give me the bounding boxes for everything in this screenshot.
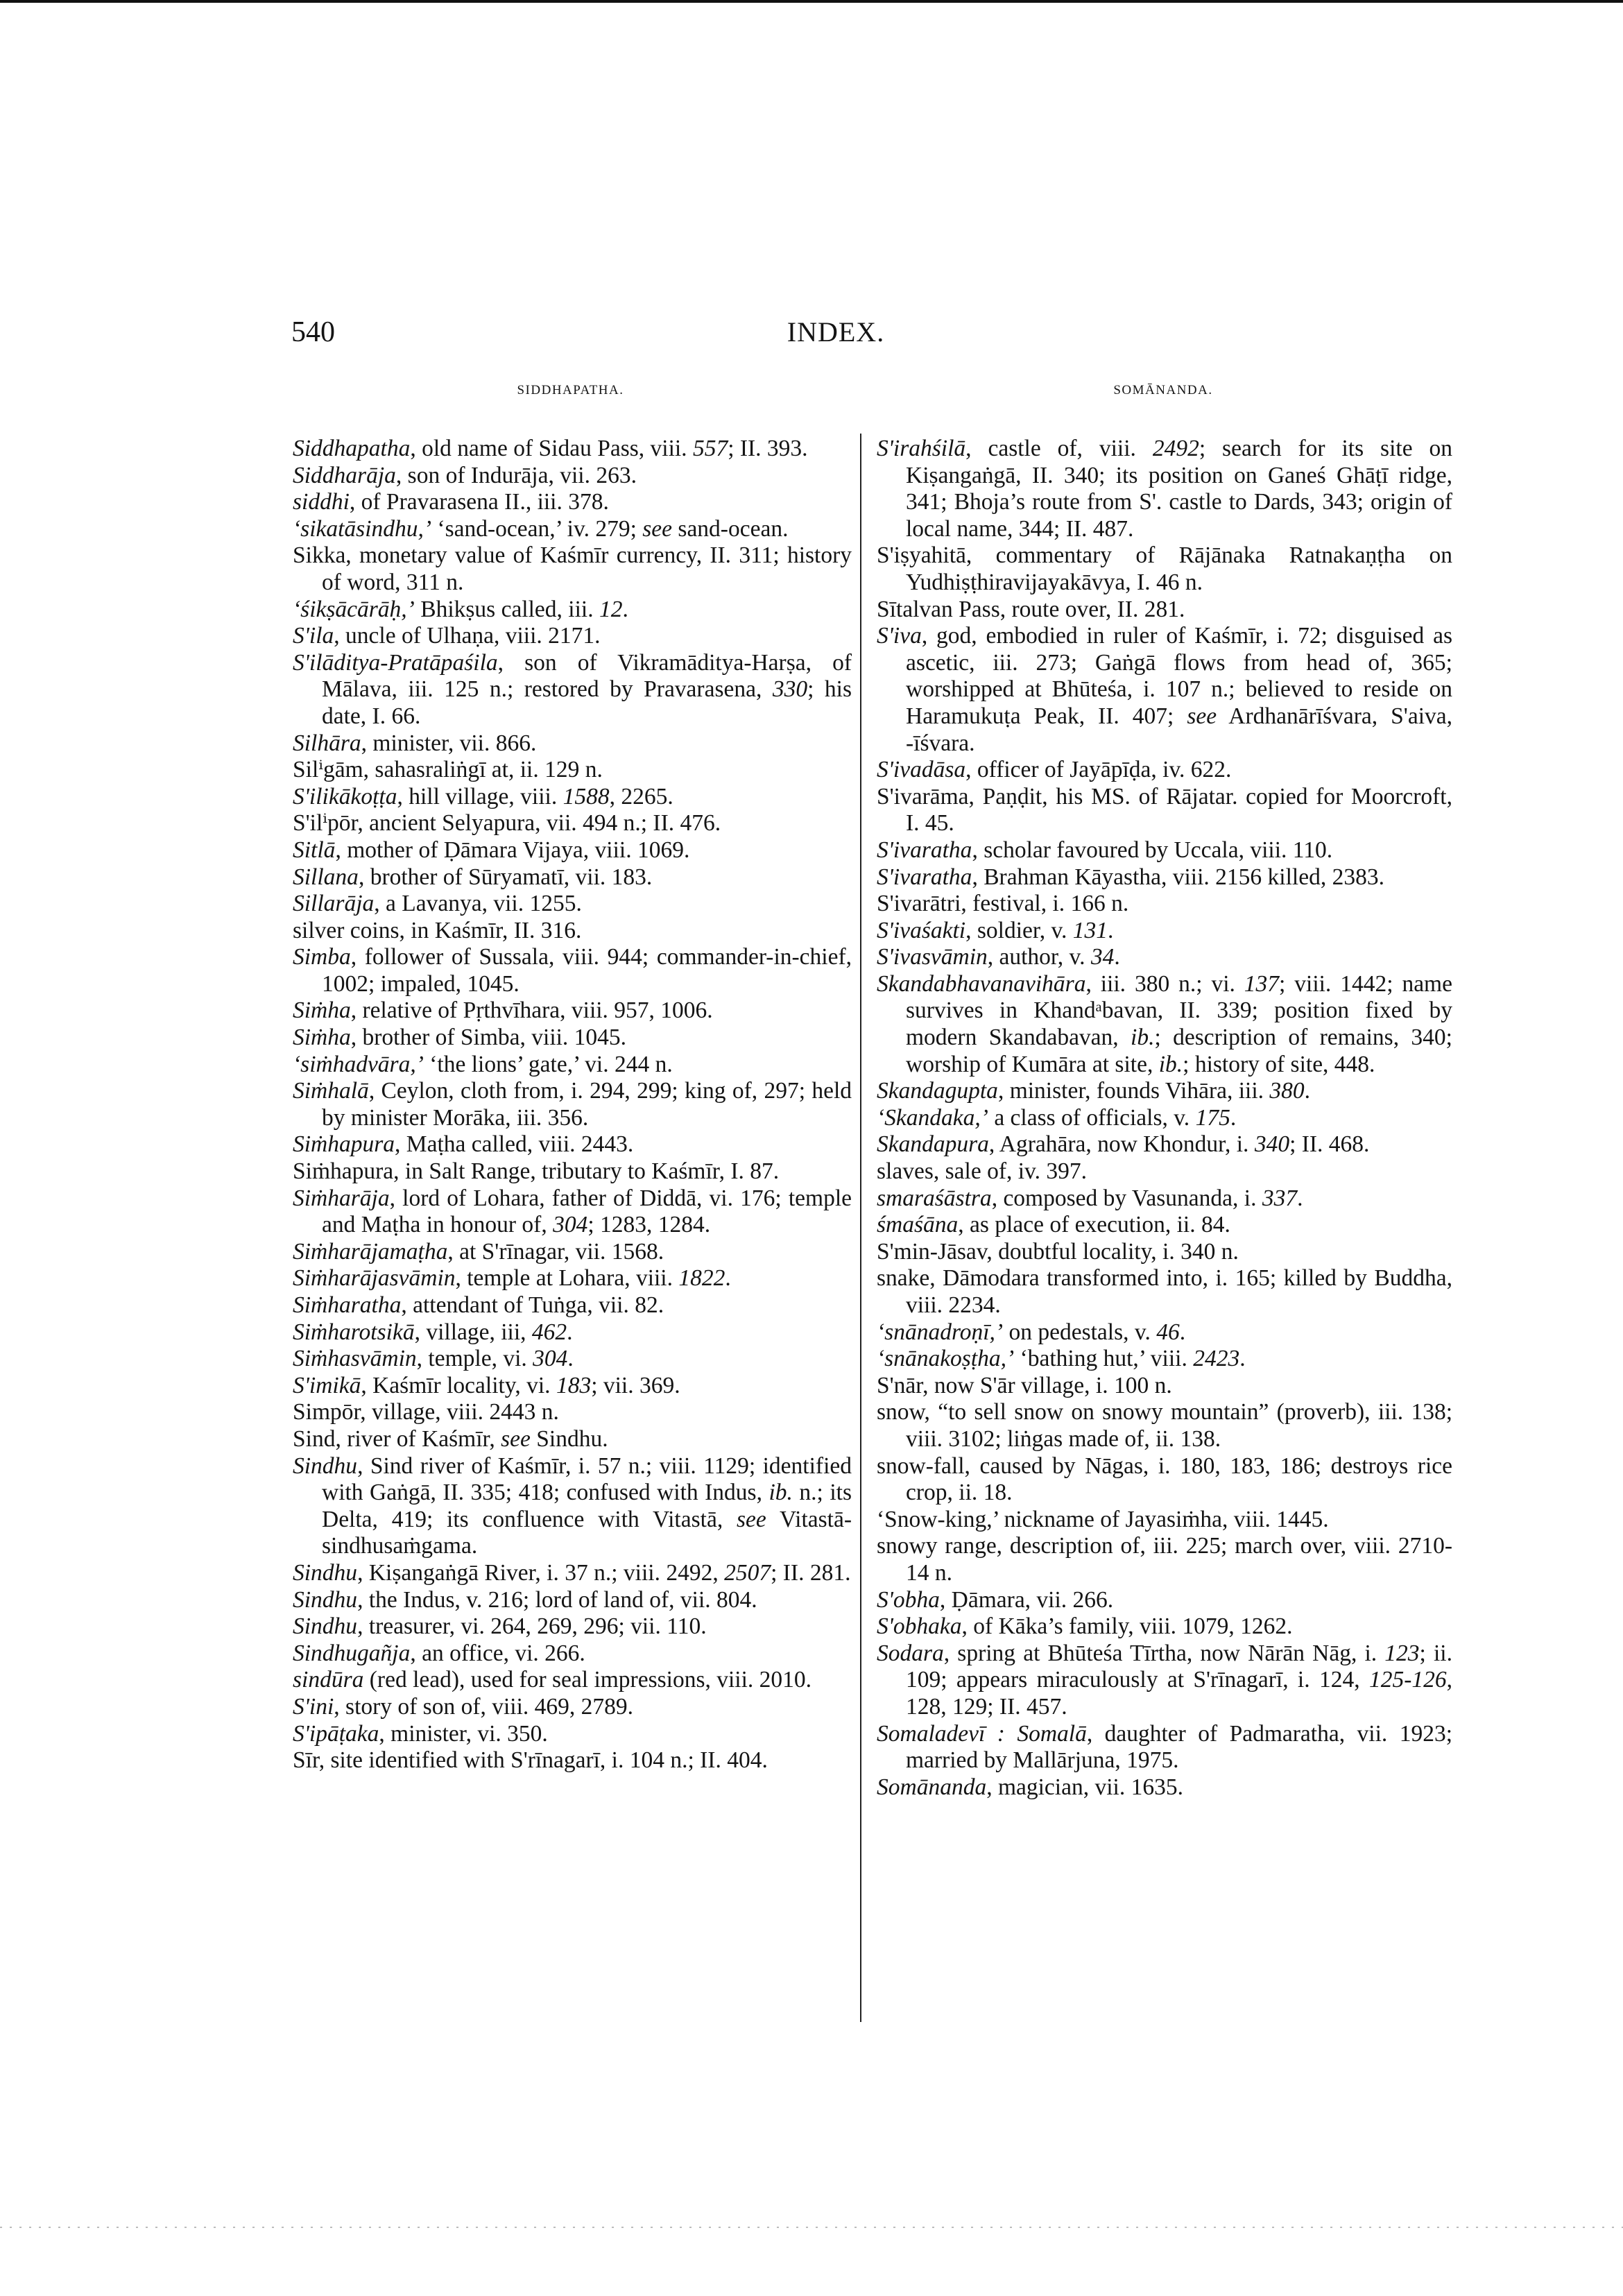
index-entry xyxy=(877,1158,1452,1185)
entry-text: , attendant of Tuṅga, vii. 82. xyxy=(401,1292,664,1318)
entry-text-italic: 2423 xyxy=(1193,1346,1240,1372)
entry-text: (red lead), used for seal impressions, viii. 2010. xyxy=(363,1667,812,1693)
entry-text: silver coins, in Kaśmīr, II. 316. xyxy=(293,917,582,943)
entry-text-italic: Siṁharājamaṭha xyxy=(293,1238,448,1265)
entry-text-italic: see xyxy=(1187,703,1217,729)
index-entry xyxy=(293,997,852,1025)
index-entry xyxy=(293,1158,852,1185)
entry-text-italic: 2507 xyxy=(724,1559,771,1586)
entry-text: , treasurer, vi. 264, 269, 296; vii. 110. xyxy=(357,1613,707,1640)
entry-text-italic: ib. xyxy=(768,1480,793,1506)
index-entry xyxy=(877,1721,1452,1774)
entry-text: . xyxy=(567,1346,574,1372)
entry-text-italic: S'obha xyxy=(877,1586,940,1613)
entry-text-italic: 46 xyxy=(1156,1319,1180,1345)
entry-text: , son of Indurāja, vii. 263. xyxy=(395,462,637,488)
index-entry xyxy=(293,1640,852,1668)
index-entry xyxy=(877,1078,1452,1105)
index-entry xyxy=(877,597,1452,624)
entry-text-italic: S'ipāṭaka xyxy=(293,1720,379,1747)
entry-text-italic: Siṁhalā xyxy=(293,1078,369,1104)
index-entry xyxy=(877,623,1452,757)
entry-text-italic: 304 xyxy=(533,1346,568,1372)
entry-text-italic: Sitlā xyxy=(293,837,336,863)
entry-text-italic: 462 xyxy=(531,1319,567,1345)
entry-text: , spring at Bhūteśa Tīrtha, now Nārān Nāg, i. xyxy=(943,1640,1385,1666)
entry-text-italic: 340 xyxy=(1254,1131,1290,1158)
entry-text-italic: ‘siṁhadvāra,’ xyxy=(293,1051,424,1077)
entry-text: , at S'rīnagar, vii. 1568. xyxy=(447,1238,664,1265)
entry-text-italic: S'obhaka xyxy=(877,1613,962,1640)
entry-text: , Maṭha called, viii. 2443. xyxy=(395,1131,634,1158)
entry-text-italic: Siṁha xyxy=(293,1025,351,1051)
entry-text: . xyxy=(1114,944,1120,970)
entry-text: , minister, founds Vihāra, iii. xyxy=(997,1078,1270,1104)
entry-text: snake, Dāmodara transformed into, i. 165; killed by Buddha, viii. 2234. xyxy=(877,1265,1452,1318)
index-entry xyxy=(877,1319,1452,1346)
index-entry xyxy=(293,1587,852,1614)
entry-text-italic: ib. xyxy=(1131,1025,1155,1051)
entry-text-italic: S'irahśilā xyxy=(877,436,966,461)
index-entry xyxy=(293,944,852,997)
entry-text-italic: 330 xyxy=(772,676,808,703)
index-entry xyxy=(877,1613,1452,1640)
entry-text-italic: 1588 xyxy=(563,783,610,809)
index-entry xyxy=(293,837,852,864)
entry-text-italic: 557 xyxy=(692,436,728,461)
entry-text: . xyxy=(1179,1319,1186,1345)
entry-text: . xyxy=(1230,1104,1237,1131)
entry-text: , hill village, viii. xyxy=(397,783,563,809)
entry-text: , minister, vii. 866. xyxy=(361,730,537,756)
index-entry xyxy=(293,1373,852,1400)
entry-text-italic: Silhāra xyxy=(293,730,361,756)
entry-text: . xyxy=(567,1319,573,1345)
index-entry xyxy=(293,1560,852,1587)
entry-text-italic: Sindhu xyxy=(293,1613,358,1640)
entry-text-italic: 34 xyxy=(1090,944,1115,970)
index-entry xyxy=(877,864,1452,891)
entry-text-italic: Skandapura xyxy=(877,1131,989,1158)
entry-text-italic: see xyxy=(737,1506,766,1532)
index-entry xyxy=(293,1239,852,1266)
entry-text-italic: 123 xyxy=(1384,1640,1420,1666)
entry-text: S'min-Jāsav, doubtful locality, i. 340 n. xyxy=(877,1238,1239,1265)
entry-text: , Ḍāmara, vii. 266. xyxy=(939,1586,1114,1613)
index-entry xyxy=(877,837,1452,864)
entry-text-italic: 137 xyxy=(1244,970,1280,997)
entry-text: ; search for its site on Kiṣangaṅgā, II. 340; its position on Ganeś Ghāṭī ridge, 341; Bhoja’s route from S'. castle to Dards, 343; origin of local name, 344; II. 487. xyxy=(906,436,1452,542)
entry-text-italic: 380 xyxy=(1269,1078,1305,1104)
index-entry xyxy=(293,542,852,596)
entry-text: , composed by Vasunanda, i. xyxy=(991,1185,1262,1211)
entry-text-italic: Somaladevī : Somalā xyxy=(877,1720,1087,1747)
entry-text: , magician, vii. 1635. xyxy=(986,1774,1183,1800)
entry-text: Sikka, monetary value of Kaśmīr currency, II. 311; history of word, 311 n. xyxy=(293,542,852,595)
entry-text-italic: ‘sikatāsindhu,’ xyxy=(293,515,432,542)
index-entry xyxy=(877,944,1452,971)
entry-text-italic: see xyxy=(642,515,673,542)
index-entry xyxy=(293,489,852,516)
entry-text-italic: 131 xyxy=(1072,917,1108,943)
entry-text: , old name of Sidau Pass, viii. xyxy=(410,436,693,461)
index-column-right xyxy=(877,436,1452,1801)
index-entry xyxy=(877,1185,1452,1213)
entry-text: ‘the lions’ gate,’ vi. 244 n. xyxy=(423,1051,673,1077)
entry-text-italic: Siṁhasvāmin xyxy=(293,1346,417,1372)
entry-text-italic: Skandabhavanavihāra xyxy=(877,970,1086,997)
index-entry xyxy=(293,918,852,945)
entry-text: , minister, vi. 350. xyxy=(379,1720,548,1747)
entry-text-italic: Somānanda xyxy=(877,1774,987,1800)
entry-text: , Agrahāra, now Khondur, i. xyxy=(988,1131,1255,1158)
index-entry xyxy=(877,1265,1452,1319)
entry-text: , scholar favoured by Uccala, viii. 110. xyxy=(972,837,1333,863)
entry-text: . xyxy=(1304,1078,1311,1104)
index-entry xyxy=(293,1613,852,1640)
entry-text-italic: Siṁharāja xyxy=(293,1185,390,1211)
entry-text-italic: Simba xyxy=(293,944,351,970)
entry-text: , Kaśmīr locality, vi. xyxy=(361,1372,556,1398)
index-entry xyxy=(877,1640,1452,1721)
entry-text-italic: S'ivaratha xyxy=(877,837,972,863)
running-head-left: SIDDHAPATHA. xyxy=(517,383,624,397)
entry-text: , village, iii, xyxy=(414,1319,532,1345)
index-entry xyxy=(293,650,852,730)
entry-text: , lord of Lohara, father of Diddā, vi. 176; temple and Maṭha in honour of, xyxy=(322,1185,852,1238)
page-number: 540 xyxy=(291,316,335,348)
index-entry xyxy=(877,1774,1452,1801)
entry-text: ; II. 393. xyxy=(728,436,808,461)
index-entry xyxy=(293,1025,852,1052)
entry-text-italic: 175 xyxy=(1195,1104,1230,1131)
entry-text-italic: siddhi xyxy=(293,489,350,515)
entry-text: S'ivarāma, Paṇḍit, his MS. of Rājatar. copied for Moorcroft, I. 45. xyxy=(877,783,1452,837)
entry-text: , as place of execution, ii. 84. xyxy=(958,1212,1230,1238)
entry-text: , mother of Ḍāmara Vijaya, viii. 1069. xyxy=(335,837,690,863)
entry-text: ; 1283, 1284. xyxy=(587,1212,711,1238)
entry-text: Bhikṣus called, iii. xyxy=(414,596,599,622)
entry-text: , temple at Lohara, viii. xyxy=(455,1265,679,1292)
index-entry xyxy=(877,1212,1452,1239)
entry-text: , uncle of Ulhaṇa, viii. 2171. xyxy=(334,623,601,649)
entry-text-italic: ‘snānakoṣṭha,’ xyxy=(877,1346,1015,1372)
entry-text: a class of officials, v. xyxy=(988,1104,1196,1131)
entry-text-italic: Siṁha xyxy=(293,997,351,1024)
entry-text: . xyxy=(1297,1185,1303,1211)
index-entry xyxy=(293,1185,852,1239)
entry-text: , Sind river of Kaśmīr, i. 57 n.; viii. 1129; identified with Gaṅgā, II. 335; 418; confused with Indus, xyxy=(322,1453,852,1506)
entry-text-italic: Siṁharotsikā xyxy=(293,1319,415,1345)
entry-text: . xyxy=(1239,1346,1246,1372)
index-column-left xyxy=(293,436,852,1774)
entry-text: , soldier, v. xyxy=(965,917,1073,943)
entry-text-italic: ib. xyxy=(1158,1051,1183,1077)
entry-text: snow, “to sell snow on snowy mountain” (proverb), iii. 138; viii. 3102; liṅgas made of, ii. 138. xyxy=(877,1399,1452,1452)
scan-noise xyxy=(0,2227,1623,2228)
entry-text: , temple, vi. xyxy=(416,1346,533,1372)
entry-text: Siṁhapura, in Salt Range, tributary to Kaśmīr, I. 87. xyxy=(293,1158,780,1185)
entry-text: S'ivarātri, festival, i. 166 n. xyxy=(877,891,1129,917)
entry-text-italic: Sindhu xyxy=(293,1453,358,1479)
index-entry xyxy=(877,784,1452,837)
entry-text-italic: S'ivaśakti xyxy=(877,917,966,943)
entry-text-italic: Siṁharājasvāmin xyxy=(293,1265,456,1292)
entry-text-italic: Sillana xyxy=(293,864,359,890)
entry-text: ; viii. 1442; name survives in Khandᵃbavan, II. 339; position fixed by modern Skandabavan, xyxy=(906,970,1452,1051)
index-entry xyxy=(293,1694,852,1721)
entry-text-italic: 183 xyxy=(556,1372,592,1398)
entry-text-italic: S'ivasvāmin xyxy=(877,944,988,970)
index-entry xyxy=(293,623,852,650)
entry-text: , castle of, viii. xyxy=(965,436,1153,461)
entry-text-italic: Skandagupta xyxy=(877,1078,998,1104)
index-entry xyxy=(877,542,1452,596)
index-entry xyxy=(877,1587,1452,1614)
index-entry xyxy=(293,810,852,837)
entry-text-italic: Sindhu xyxy=(293,1586,358,1613)
entry-text: snow-fall, caused by Nāgas, i. 180, 183, 186; destroys rice crop, ii. 18. xyxy=(877,1453,1452,1506)
entry-text: S'iṣyahitā, commentary of Rājānaka Ratnakaṇṭha on Yudhiṣṭhiravijayakāvya, I. 46 n. xyxy=(877,542,1452,595)
index-entry xyxy=(293,1052,852,1079)
column-divider xyxy=(860,434,861,2022)
entry-text: . xyxy=(1108,917,1114,943)
index-entry xyxy=(877,971,1452,1078)
index-entry xyxy=(877,436,1452,542)
entry-text: , daughter of Padmaratha, vii. 1923; married by Mallārjuna, 1975. xyxy=(906,1720,1453,1774)
entry-text-italic: 125-126 xyxy=(1368,1667,1447,1693)
index-entry xyxy=(877,1105,1452,1132)
index-entry xyxy=(293,891,852,918)
entry-text: Simpōr, village, viii. 2443 n. xyxy=(293,1399,559,1425)
entry-text: ; description of remains, 340; worship of Kumāra at site, xyxy=(906,1025,1452,1077)
entry-text: , a Lavanya, vii. 1255. xyxy=(374,891,582,917)
entry-text: , 2265. xyxy=(609,783,673,809)
entry-text: , of Kāka’s family, viii. 1079, 1262. xyxy=(961,1613,1293,1640)
entry-text: , Kiṣangaṅgā River, i. 37 n.; viii. 2492, xyxy=(357,1559,725,1586)
entry-text-italic: S'ini xyxy=(293,1693,334,1720)
running-head-right: SOMĀNANDA. xyxy=(1113,383,1213,397)
index-entry xyxy=(293,1667,852,1694)
entry-text: ; II. 468. xyxy=(1289,1131,1370,1158)
index-entry xyxy=(877,1239,1452,1266)
entry-text: . xyxy=(622,596,628,622)
entry-text-italic: S'ilikākoṭṭa xyxy=(293,783,397,809)
index-entry xyxy=(877,1453,1452,1507)
index-entry xyxy=(293,1426,852,1453)
entry-text: ‘bathing hut,’ viii. xyxy=(1014,1346,1194,1372)
entry-text: on pedestals, v. xyxy=(1003,1319,1157,1345)
entry-text: ; vii. 369. xyxy=(591,1372,680,1398)
index-entry xyxy=(293,463,852,490)
entry-text: , iii. 380 n.; vi. xyxy=(1085,970,1244,997)
index-entry xyxy=(293,864,852,891)
index-entry xyxy=(293,516,852,543)
entry-text: Ardhanārīśvara, S'aiva, -īśvara. xyxy=(906,703,1453,756)
index-entry xyxy=(293,1078,852,1131)
index-entry xyxy=(877,1131,1452,1158)
entry-text: , son of Vikramāditya-Harṣa, of Mālava, iii. 125 n.; restored by Pravarasena, xyxy=(322,649,852,703)
entry-text-italic: Siṁharatha xyxy=(293,1292,402,1318)
page-title: INDEX. xyxy=(787,316,885,348)
entry-text: . xyxy=(725,1265,731,1292)
entry-text: Vitastā-sindhusaṁgama. xyxy=(322,1506,852,1559)
index-entry xyxy=(877,918,1452,945)
entry-text: ; II. 281. xyxy=(771,1559,851,1586)
index-entry xyxy=(293,1265,852,1292)
entry-text-italic: S'ila xyxy=(293,623,334,649)
entry-text-italic: see xyxy=(501,1425,531,1452)
entry-text-italic: S'ilāditya-Pratāpaśila xyxy=(293,649,498,676)
index-entry xyxy=(877,757,1452,784)
entry-text-italic: 1822 xyxy=(678,1265,725,1292)
index-entry xyxy=(293,1131,852,1158)
entry-text: ‘Snow-king,’ nickname of Jayasiṁha, viii. 1445. xyxy=(877,1506,1329,1532)
entry-text: ; history of site, 448. xyxy=(1183,1051,1375,1077)
entry-text: , an office, vi. 266. xyxy=(410,1640,585,1666)
entry-text: sand-ocean. xyxy=(672,515,789,542)
entry-text: , 128, 129; II. 457. xyxy=(906,1667,1452,1720)
entry-text-italic: Sillarāja xyxy=(293,891,375,917)
entry-text-italic: S'ivaratha xyxy=(877,864,972,890)
index-entry xyxy=(293,1319,852,1346)
entry-text-italic: Siddhapatha xyxy=(293,436,411,461)
entry-text: , brother of Simba, viii. 1045. xyxy=(350,1025,627,1051)
index-entry xyxy=(293,757,852,784)
entry-text: ‘sand-ocean,’ iv. 279; xyxy=(431,515,643,542)
entry-text-italic: ‘śikṣācārāḥ,’ xyxy=(293,596,415,622)
index-entry xyxy=(293,597,852,624)
entry-text-italic: S'ivadāsa xyxy=(877,757,966,783)
entry-text-italic: śmaśāna xyxy=(877,1212,959,1238)
entry-text: n.; its Delta, 419; its confluence with Vitastā, xyxy=(322,1480,852,1532)
entry-text: , officer of Jayāpīḍa, iv. 622. xyxy=(965,757,1232,783)
entry-text-italic: 337 xyxy=(1262,1185,1298,1211)
entry-text: S'ilⁱpōr, ancient Selyapura, vii. 494 n.; II. 476. xyxy=(293,810,721,837)
index-entry xyxy=(293,1747,852,1774)
index-entry xyxy=(293,1453,852,1560)
entry-text: , Brahman Kāyastha, viii. 2156 killed, 2383. xyxy=(972,864,1384,890)
entry-text-italic: Siṁhapura xyxy=(293,1131,395,1158)
entry-text: Sīr, site identified with S'rīnagarī, i. 104 n.; II. 404. xyxy=(293,1747,768,1774)
entry-text-italic: Sindhugañja xyxy=(293,1640,411,1666)
entry-text-italic: 12 xyxy=(599,596,623,622)
entry-text-italic: Siddharāja xyxy=(293,462,396,488)
entry-text: , of Pravarasena II., iii. 378. xyxy=(349,489,609,515)
entry-text: , brother of Sūryamatī, vii. 183. xyxy=(358,864,653,890)
index-entry xyxy=(877,1533,1452,1586)
entry-text: Sind, river of Kaśmīr, xyxy=(293,1425,501,1452)
entry-text: Silⁱgām, sahasraliṅgī at, ii. 129 n. xyxy=(293,757,603,783)
entry-text: , story of son of, viii. 469, 2789. xyxy=(334,1693,634,1720)
index-entry xyxy=(293,784,852,811)
entry-text: , god, embodied in ruler of Kaśmīr, i. 72; disguised as ascetic, iii. 273; Gaṅgā flows from head of, 365; worshipped at Bhūteśa, i. 107 n.; believed to reside on Haramukuṭa Peak, II. 407; xyxy=(906,623,1452,729)
entry-text-italic: 304 xyxy=(553,1212,588,1238)
index-entry xyxy=(293,730,852,757)
scan-edge xyxy=(0,0,1623,3)
index-entry xyxy=(877,1346,1452,1373)
index-entry xyxy=(877,1507,1452,1534)
index-entry xyxy=(877,891,1452,918)
entry-text-italic: ‘snānadroṇī,’ xyxy=(877,1319,1004,1345)
entry-text: , relative of Pṛthvīhara, viii. 957, 1006. xyxy=(350,997,713,1024)
entry-text: S'nār, now S'ār village, i. 100 n. xyxy=(877,1372,1172,1398)
entry-text: , Ceylon, cloth from, i. 294, 299; king of, 297; held by minister Morāka, iii. 356. xyxy=(322,1078,852,1131)
index-entry xyxy=(877,1373,1452,1400)
index-entry xyxy=(293,1346,852,1373)
entry-text-italic: Sindhu xyxy=(293,1559,358,1586)
entry-text-italic: smaraśāstra xyxy=(877,1185,992,1211)
index-entry xyxy=(293,1399,852,1426)
entry-text: , follower of Sussala, viii. 944; commander-in-chief, 1002; impaled, 1045. xyxy=(322,944,852,997)
entry-text: ; his date, I. 66. xyxy=(322,676,852,729)
entry-text: , the Indus, v. 216; lord of land of, vii. 804. xyxy=(357,1586,757,1613)
index-entry xyxy=(293,1292,852,1319)
index-entry xyxy=(293,436,852,463)
entry-text: ; ii. 109; appears miraculously at S'rīnagarī, i. 124, xyxy=(906,1640,1452,1693)
entry-text-italic: sindūra xyxy=(293,1667,364,1693)
entry-text: snowy range, description of, iii. 225; march over, viii. 2710-14 n. xyxy=(877,1533,1452,1586)
index-entry xyxy=(877,1399,1452,1453)
entry-text-italic: ‘Skandaka,’ xyxy=(877,1104,988,1131)
index-entry xyxy=(293,1721,852,1748)
entry-text-italic: 2492 xyxy=(1152,436,1199,461)
entry-text: Sindhu. xyxy=(530,1425,608,1452)
entry-text-italic: Sodara xyxy=(877,1640,944,1666)
entry-text: Sītalvan Pass, route over, II. 281. xyxy=(877,596,1185,622)
entry-text: slaves, sale of, iv. 397. xyxy=(877,1158,1087,1185)
entry-text-italic: S'iva xyxy=(877,623,922,649)
entry-text: , author, v. xyxy=(987,944,1091,970)
entry-text-italic: S'imikā xyxy=(293,1372,361,1398)
